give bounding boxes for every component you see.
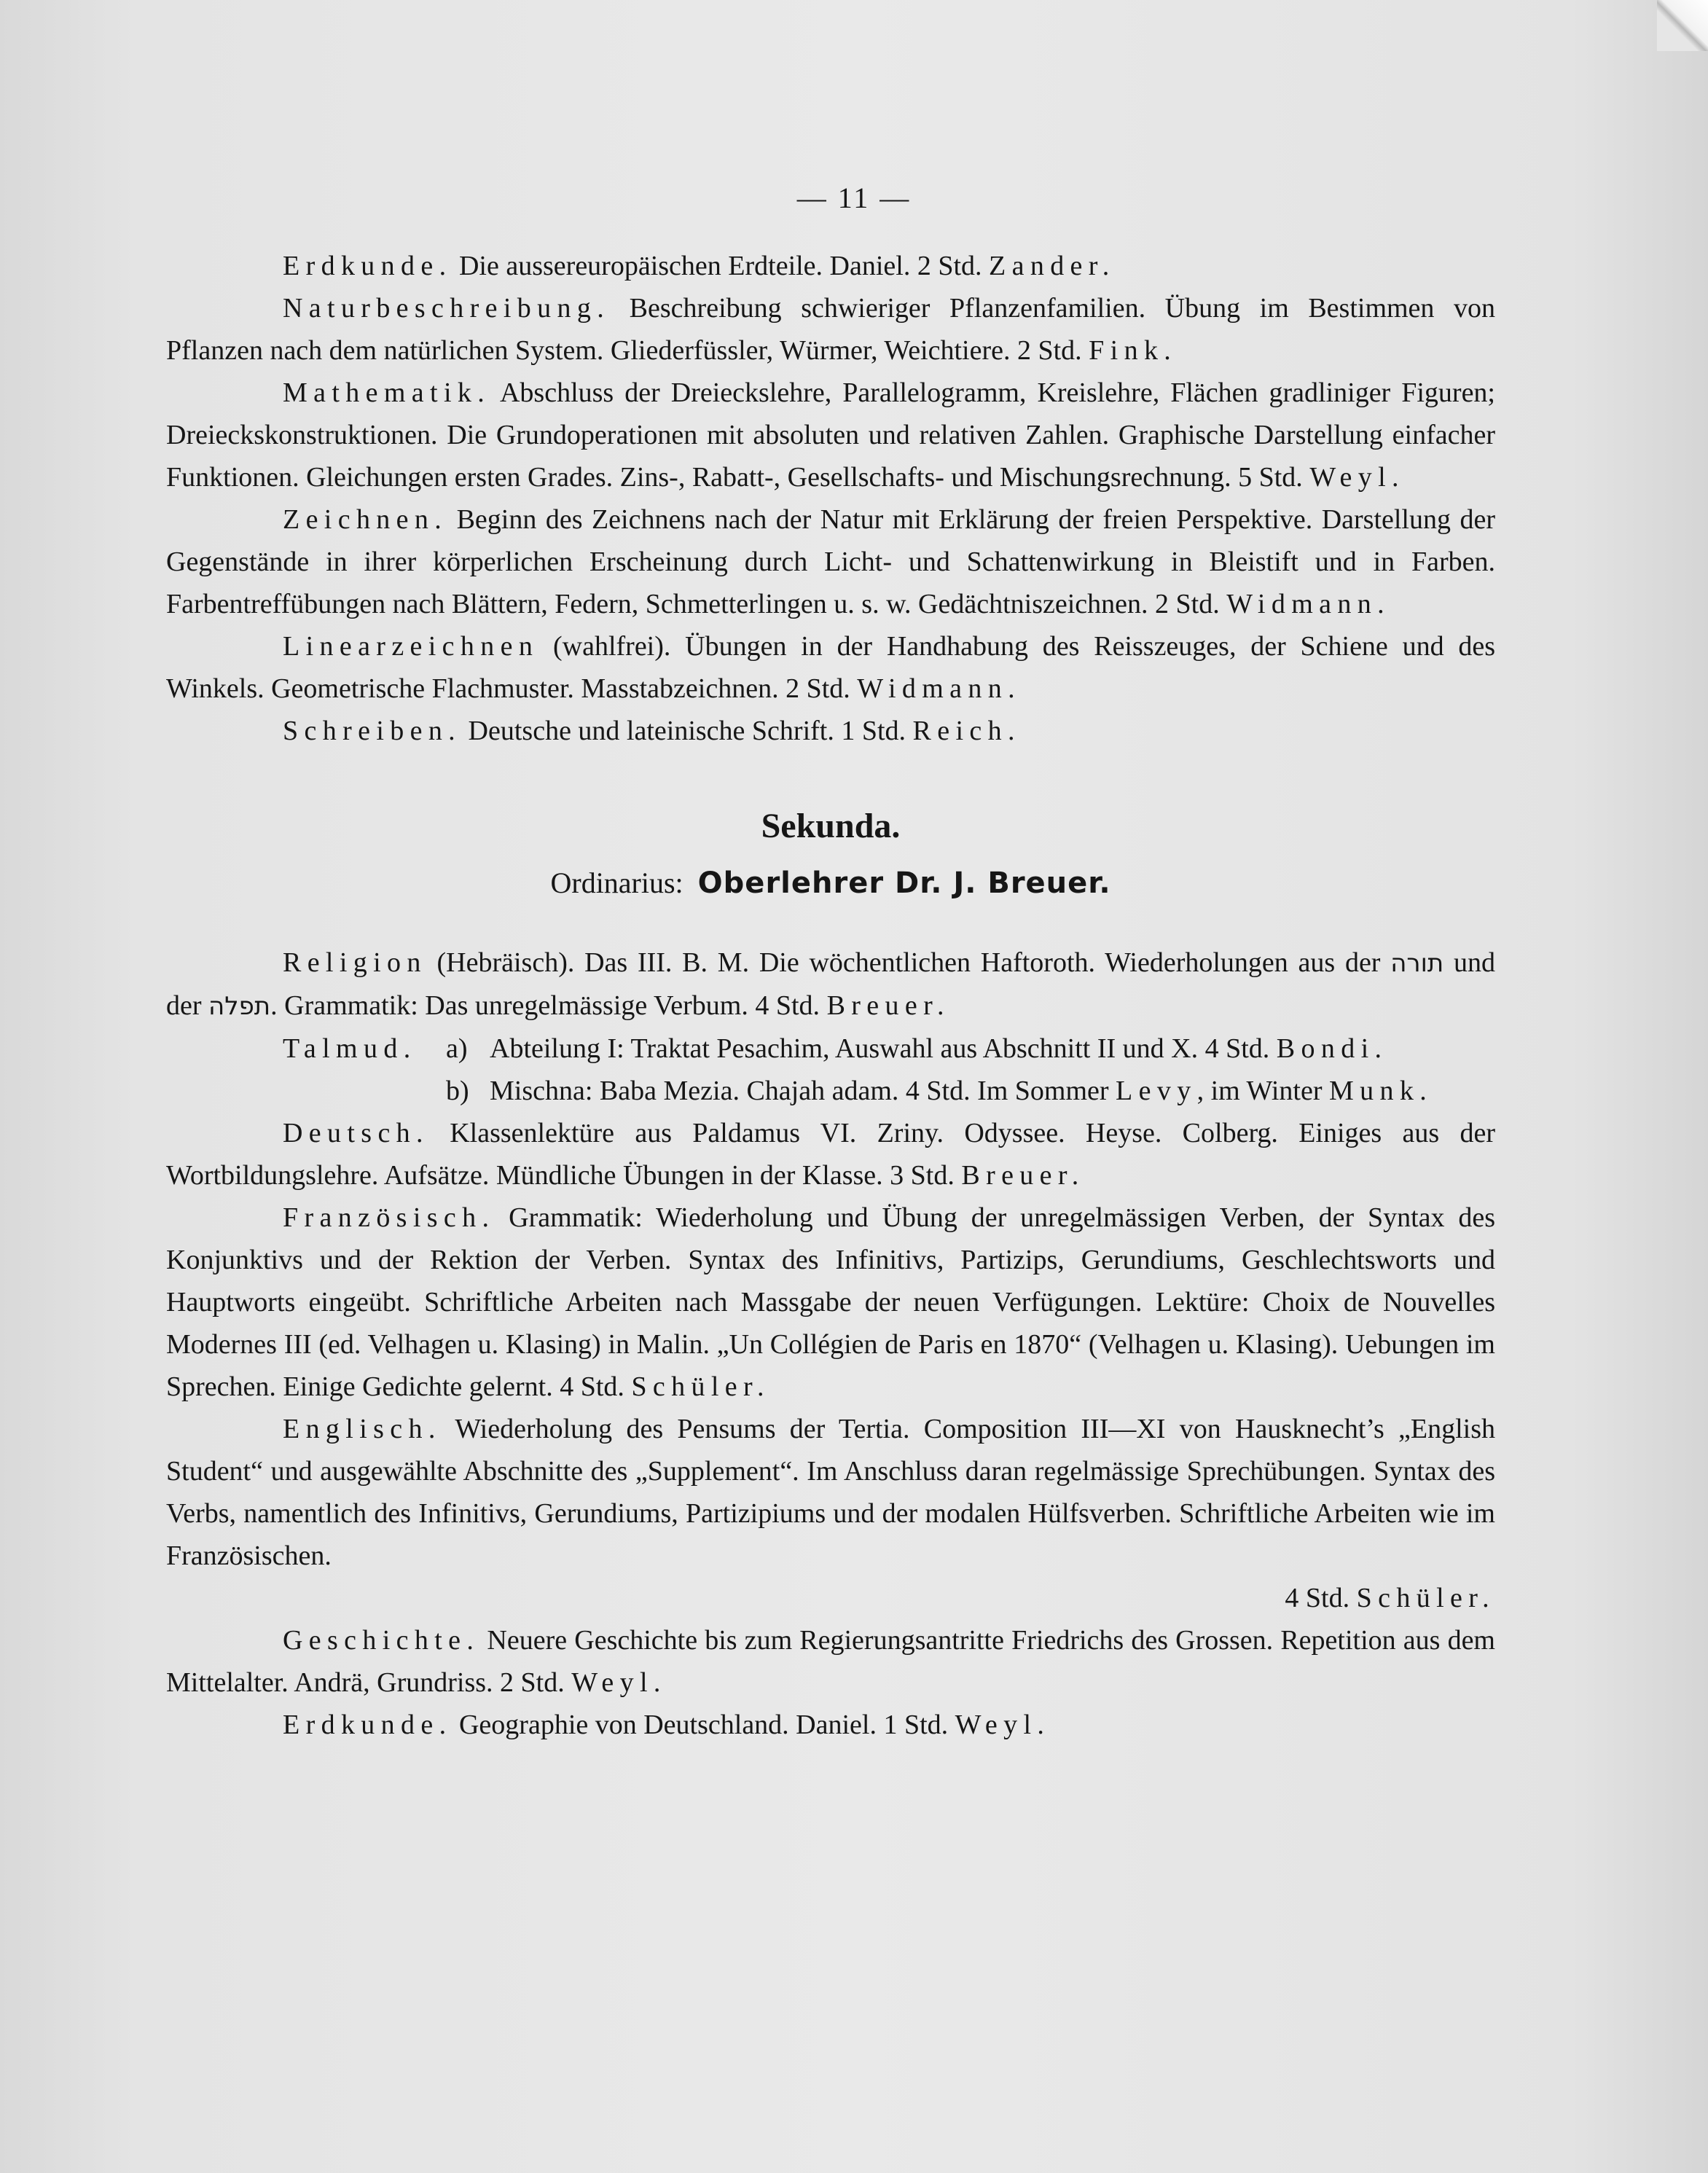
subject-label: Zeichnen.: [283, 504, 448, 535]
section-heading: Sekunda.: [761, 807, 901, 845]
hebrew-word: תפלה: [208, 992, 271, 1021]
page-body: [166, 245, 1495, 1746]
subject-label: Französisch.: [283, 1202, 495, 1233]
paragraph-text: und der: [166, 947, 1495, 1021]
teacher-name: Levy: [1116, 1076, 1197, 1106]
hours-text: 4 Std.: [1285, 1583, 1357, 1613]
page-number: — 11 —: [796, 181, 912, 214]
list-marker: b): [446, 1076, 469, 1106]
teacher-name: Breuer.: [826, 990, 950, 1021]
subject-label: Mathematik.: [283, 377, 491, 408]
paragraph-text: , im Winter: [1196, 1076, 1329, 1106]
teacher-name: Munk.: [1329, 1076, 1433, 1106]
spacer: [166, 1070, 446, 1112]
teacher-name: Schüler.: [631, 1371, 770, 1402]
paragraph-text: . Grammatik: Das unregelmässige Verbum. 4 Std.: [270, 990, 827, 1021]
teacher-name: Widmann.: [857, 673, 1021, 704]
paragraph-erdkunde-sekunda: [166, 1704, 1495, 1746]
list-marker: a): [446, 1033, 468, 1064]
teacher-name: Fink.: [1089, 335, 1178, 366]
teacher-name: Weyl.: [1309, 462, 1405, 493]
paragraph-mathematik: [166, 372, 1495, 498]
subject-label: Talmud.: [283, 1033, 417, 1064]
page-corner: [1657, 0, 1708, 51]
subject-label: Geschichte.: [283, 1625, 480, 1656]
teacher-name: Bondi.: [1276, 1033, 1388, 1064]
subject-label: Deutsch.: [283, 1118, 429, 1148]
ordinarius-name: Oberlehrer Dr. J. Breuer.: [697, 866, 1111, 900]
paragraph-linearzeichnen: [166, 625, 1495, 710]
paragraph-text: Beschreibung schwieriger Pflanzenfamilien. Übung im Bestimmen von Pflanzen nach dem natürlichen System. Gliederfüssler, Würmer, Weichtiere. 2 Std.: [166, 293, 1495, 366]
subject-label: Schreiben.: [283, 716, 462, 746]
paragraph-text: Beginn des Zeichnens nach der Natur mit Erklärung der freien Perspektive. Darstellung der Gegenstände in ihrer körperlichen Erscheinung durch Licht- und Schattenwirkung in Bleistift und in Farben. Farbentreffübungen nach Blättern, Federn, Schmetterlingen u. s. w. Gedächtniszeichnen. 2 Std.: [166, 504, 1495, 619]
talmud-b-row: [166, 1070, 1495, 1112]
subject-label: Erdkunde.: [283, 251, 453, 281]
paragraph-englisch: [166, 1408, 1495, 1577]
paragraph-text: Wiederholung des Pensums der Tertia. Composition III—XI von Hausknecht’s „English Student“ und ausgewählte Abschnitte des „Supplement“. Im Anschluss daran regelmässige Sprechübungen. Syntax des Verbs, namentlich des Infinitivs, Gerundiums, Partizipiums und der modalen Hülfsverben. Schriftliche Arbeiten wie im Französischen.: [166, 1414, 1495, 1571]
teacher-name: Schüler.: [1356, 1583, 1495, 1613]
teacher-name: Weyl.: [955, 1710, 1051, 1740]
paragraph-geschichte: [166, 1619, 1495, 1704]
paragraph-religion: [166, 941, 1495, 1027]
ordinarius-line: [166, 854, 1495, 912]
teacher-name: Weyl.: [571, 1667, 667, 1698]
paragraph-text: Grammatik: Wiederholung und Übung der unregelmässigen Verben, der Syntax des Konjunktivs und der Rektion der Verben. Syntax des Infinitivs, Partizips, Gerundiums, Geschlechtsworts und Hauptworts eingeübt. Schriftliche Arbeiten nach Massgabe der neuen Verfügungen. Lektüre: Choix de Nouvelles Modernes III (ed. Velhagen u. Klasing) in Malin. „Un Collégien de Paris en 1870“ (Velhagen u. Klasing). Uebungen im Sprechen. Einige Gedichte gelernt. 4 Std.: [166, 1202, 1495, 1402]
subject-label: Religion: [283, 947, 427, 978]
ordinarius-label: Ordinarius:: [550, 866, 683, 899]
paragraph-text: Mischna: Baba Mezia. Chajah adam. 4 Std. Im Sommer: [490, 1076, 1116, 1106]
paragraph-zeichnen: [166, 498, 1495, 625]
teacher-name: Reich.: [912, 716, 1021, 746]
talmud-b-text: [490, 1070, 1495, 1112]
subject-label: Erdkunde.: [283, 1710, 453, 1740]
paragraph-text: (Hebräisch). Das III. B. M. Die wöchentlichen Haftoroth. Wiederholungen aus der: [426, 947, 1391, 978]
paragraph-naturbeschreibung: [166, 287, 1495, 372]
paragraph-text: Geographie von Deutschland. Daniel. 1 Std.: [452, 1710, 955, 1740]
subject-label: Naturbeschreibung.: [283, 293, 611, 324]
hebrew-word: תורה: [1390, 949, 1444, 978]
paragraph-text: Deutsche und lateinische Schrift. 1 Std.: [461, 716, 913, 746]
paragraph-text: Die aussereuropäischen Erdteile. Daniel. 2 Std.: [452, 251, 990, 281]
paragraph-schreiben: [166, 710, 1495, 752]
paragraph-text: Abteilung I: Traktat Pesachim, Auswahl aus Abschnitt II und X. 4 Std.: [490, 1033, 1277, 1064]
paragraph-text: Abschluss der Dreieckslehre, Parallelogramm, Kreislehre, Flächen gradliniger Figuren; Dreieckskonstruktionen. Die Grundoperationen mit absoluten und relativen Zahlen. Graphische Darstellung einfacher Funktionen. Gleichungen ersten Grades. Zins-, Rabatt-, Gesellschafts- und Mischungsrechnung. 5 Std.: [166, 377, 1495, 493]
paragraph-erdkunde: [166, 245, 1495, 287]
teacher-name: Zander.: [989, 251, 1116, 281]
paragraph-text: Klassenlektüre aus Paldamus VI. Zriny. Odyssee. Heyse. Colberg. Einiges aus der Wortbildungslehre. Aufsätze. Mündliche Übungen in der Klasse. 3 Std.: [166, 1118, 1495, 1191]
subject-label: Linearzeichnen: [283, 631, 539, 662]
teacher-name: Widmann.: [1226, 589, 1390, 619]
englisch-hours-line: [166, 1577, 1495, 1619]
talmud-a-text: [490, 1027, 1495, 1070]
subject-label: Englisch.: [283, 1414, 442, 1444]
paragraph-text: Neuere Geschichte bis zum Regierungsantritte Friedrichs des Grossen. Repetition aus dem Mittelalter. Andrä, Grundriss. 2 Std.: [166, 1625, 1495, 1698]
teacher-name: Breuer.: [961, 1160, 1085, 1191]
paragraph-deutsch: [166, 1112, 1495, 1197]
paragraph-text: (wahlfrei). Übungen in der Handhabung des Reisszeuges, der Schiene und des Winkels. Geometrische Flachmuster. Masstabzeichnen. 2 Std.: [166, 631, 1495, 704]
talmud-a-row: [166, 1027, 1495, 1070]
paragraph-franzoesisch: [166, 1197, 1495, 1408]
